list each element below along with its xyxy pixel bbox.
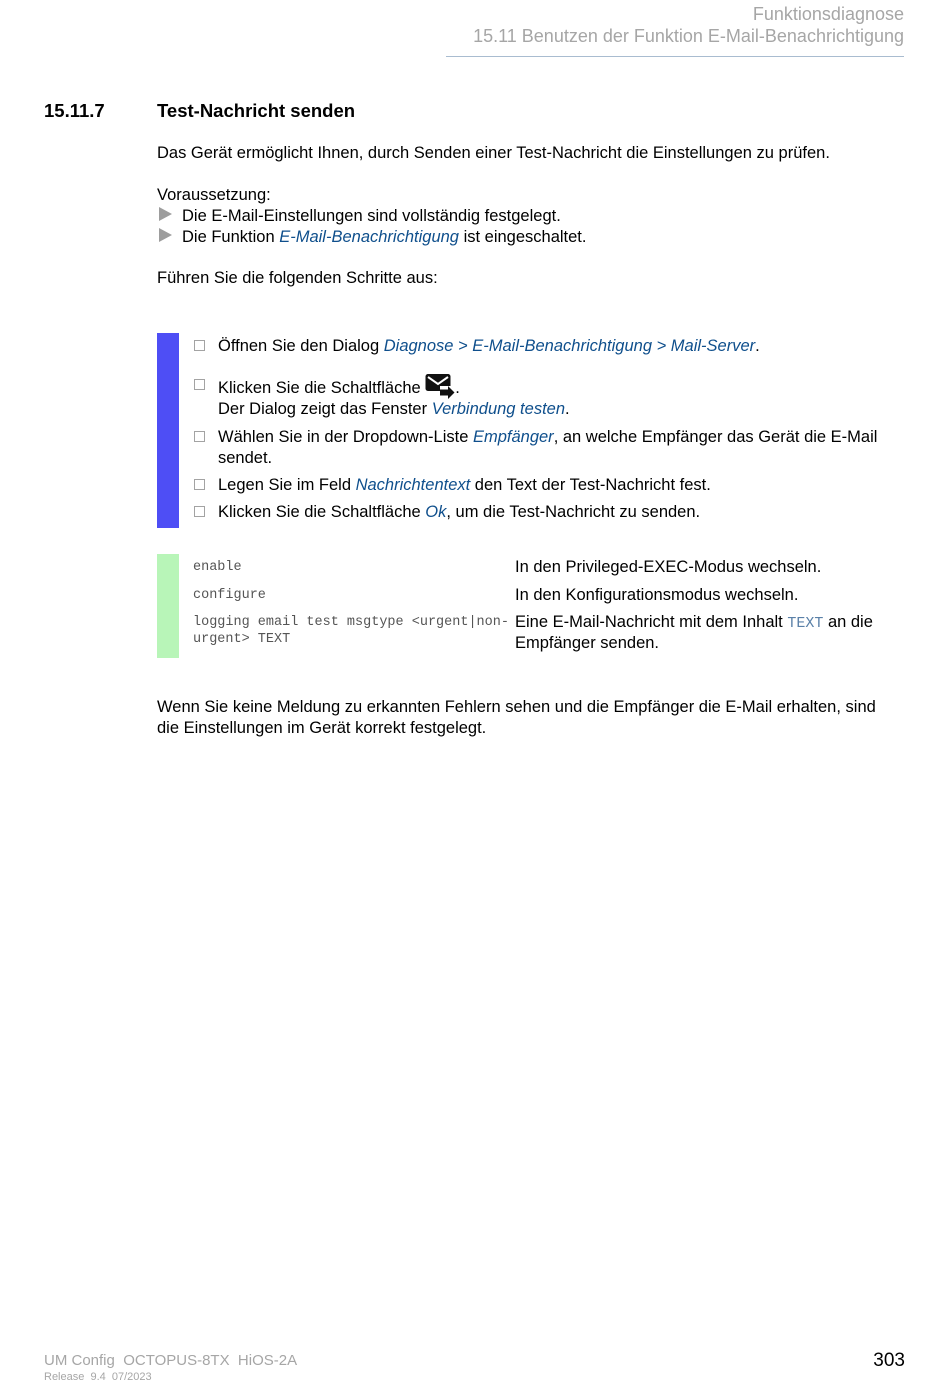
function-link: E-Mail-Benachrichtigung (279, 228, 459, 246)
checkbox-icon (194, 340, 205, 351)
section-number: 15.11.7 (44, 100, 105, 121)
triangle-right-icon (159, 228, 172, 242)
checkbox-icon (194, 479, 205, 490)
dialog-path: Diagnose > E-Mail-Benachrichtigung > Mail-Server (383, 337, 756, 355)
header-chapter: Funktionsdiagnose (752, 4, 904, 24)
cli-description: Eine E-Mail-Nachricht mit dem Inhalt TEXT an die (515, 613, 873, 632)
conclusion-text: Wenn Sie keine Meldung zu erkannten Fehlern sehen und die Empfänger die E-Mail erhalten, sind (157, 698, 876, 716)
checkbox-icon (194, 506, 205, 517)
cli-command: enable (193, 560, 242, 575)
cli-bar (157, 554, 179, 658)
window-name: Verbindung testen (431, 400, 566, 418)
prerequisite-item: Die E-Mail-Einstellungen sind vollständig festgelegt. (159, 206, 172, 227)
intro-text: Das Gerät ermöglicht Ihnen, durch Senden einer Test-Nachricht die Einstellungen zu prüfen. (157, 144, 830, 162)
step-click-ok: Klicken Sie die Schaltfläche Ok, um die Test-Nachricht zu senden. (218, 503, 701, 521)
header-rule (446, 56, 904, 57)
text-placeholder: TEXT (787, 615, 824, 632)
field-name: Nachrichtentext (355, 476, 471, 494)
prerequisite-item: Die Funktion E-Mail-Benachrichtigung ist eingeschaltet. (159, 227, 172, 248)
footer-doc-title: UM Config OCTOPUS-8TX HiOS-2A (44, 1352, 298, 1369)
dropdown-name: Empfänger (472, 428, 554, 446)
triangle-right-icon (159, 207, 172, 221)
cli-command-cont: urgent> TEXT (193, 632, 291, 647)
cli-description: In den Konfigurationsmodus wechseln. (515, 586, 799, 604)
cli-description: In den Privileged-EXEC-Modus wechseln. (515, 558, 822, 576)
cli-command: configure (193, 588, 266, 603)
mail-send-icon (425, 373, 455, 399)
step-select-recipient: Wählen Sie in der Dropdown-Liste Empfänger, an welche Empfänger das Gerät die E-Mail (218, 428, 878, 446)
prerequisite-label: Voraussetzung: (157, 186, 271, 204)
gui-steps-bar (157, 333, 179, 528)
page-number: 303 (873, 1350, 905, 1371)
step-message-text: Legen Sie im Feld Nachrichtentext den Text der Test-Nachricht fest. (218, 476, 711, 494)
conclusion-text-cont: die Einstellungen im Gerät korrekt festgelegt. (157, 719, 487, 737)
cli-command: logging email test msgtype <urgent|non- (193, 615, 509, 630)
section-title: Test-Nachricht senden (157, 100, 356, 121)
steps-intro: Führen Sie die folgenden Schritte aus: (157, 269, 438, 287)
step-select-recipient-cont: sendet. (218, 449, 273, 467)
ok-button-name: Ok (425, 503, 447, 521)
step-click-button: Klicken Sie die Schaltfläche . (218, 373, 460, 399)
checkbox-icon (194, 379, 205, 390)
step-click-button-result: Der Dialog zeigt das Fenster Verbindung testen. (218, 400, 570, 418)
cli-description-cont: Empfänger senden. (515, 634, 660, 652)
step-open-dialog: Öffnen Sie den Dialog Diagnose > E-Mail-Benachrichtigung > Mail-Server. (218, 337, 760, 355)
checkbox-icon (194, 431, 205, 442)
header-section: 15.11 Benutzen der Funktion E-Mail-Benachrichtigung (473, 26, 904, 46)
footer-release: Release 9.4 07/2023 (44, 1371, 152, 1383)
